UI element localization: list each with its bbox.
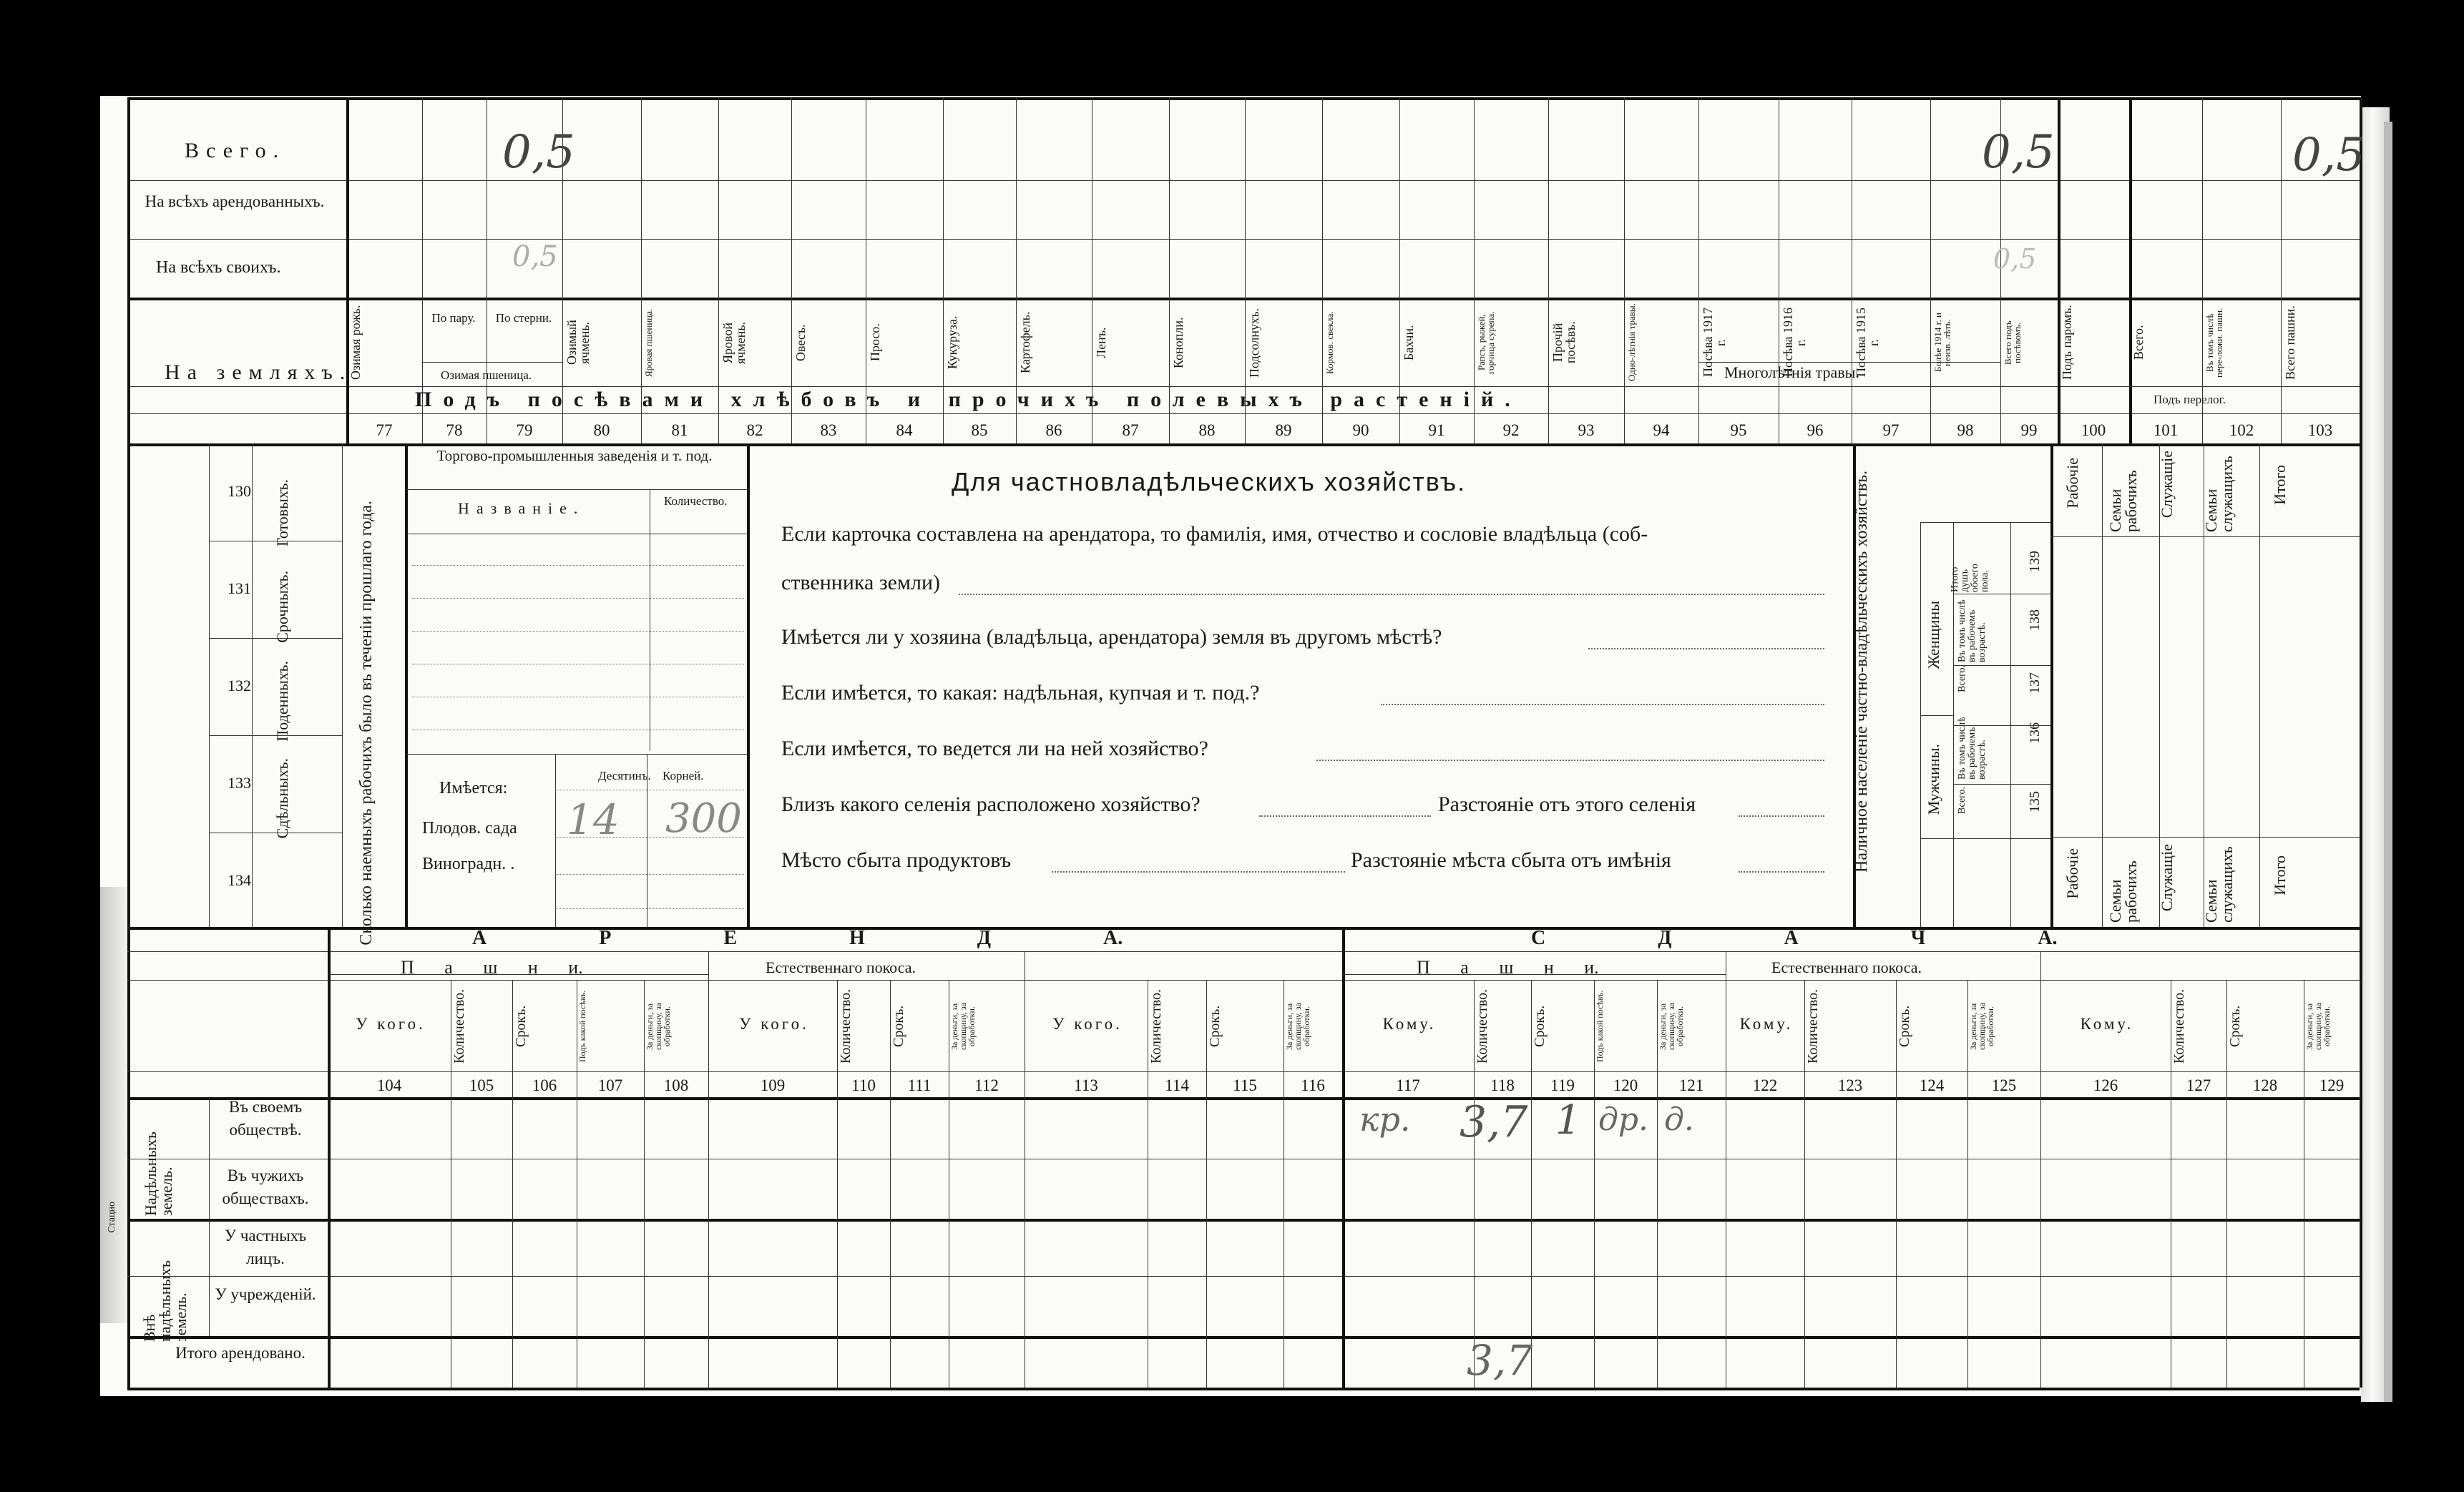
right-mid-line [2050,837,2360,838]
q1b-owner: ственника земли) [781,571,940,594]
bottom-col-num-108: 108 [663,1076,689,1094]
population-sum-label: Итого душъ обоего пола. [1950,564,1990,592]
workers-col-top: Рабочіе [2063,458,2081,509]
private-box-left [747,443,750,927]
bottom-col-label-125: За деньги, за скопщину, за обработки. [1968,1003,1995,1050]
q6b-market-distance: Разстояніе мѣста сбыта отъ имѣнія [1351,848,1671,872]
pop-split [1920,715,1953,716]
crop-col-num-93: 93 [1578,421,1595,439]
village-fill [1259,815,1431,817]
bottom-col-num-104: 104 [376,1076,402,1094]
perennial-group: Многолѣтнія травы. [1724,363,1859,381]
col138-num: 138 [2027,609,2043,631]
crop-col-label-97: Посѣва 1915 г. [1854,308,1881,378]
market-fill [1052,871,1345,873]
pop-bottom [1920,838,2050,839]
total-col-bottom: Итого [2271,855,2289,895]
pop-col [1920,522,1921,927]
crop-col-label-98: Болѣе 1914 г. и неизв. лѣть. [1932,313,1952,373]
crop-col-num-79: 79 [516,421,533,439]
crop-col-label-101: Всего. [2131,325,2146,360]
crop-col-num-92: 92 [1502,421,1520,439]
sdacha-banner: С Д А Ч А. [1531,927,2058,949]
crop-col-label-100: Подъ паромъ. [2060,305,2074,381]
crop-col-num-80: 80 [593,421,610,439]
row-line [127,1219,2360,1222]
crop-col-label-78: По пару. [431,311,476,325]
crop-col-num-81: 81 [671,421,688,439]
families-servants-col-top: Семьи служащихъ [2202,456,2236,532]
left-border [127,97,130,1388]
bottom-col-label-118: Количество. [1475,988,1490,1064]
bottom-col-num-105: 105 [469,1076,494,1094]
crop-col-num-78: 78 [446,421,463,439]
pokos-split [2040,951,2041,1388]
bottom-col-num-127: 127 [2186,1076,2211,1094]
row-lands-label: На земляхъ. [165,360,353,384]
hw-own-wheat: 0,5 [512,240,558,273]
dessiatin-header: Десятинъ. [598,769,651,782]
census-card-sheet [100,96,2361,1396]
hw-crop: др. [1598,1101,1649,1138]
bottom-banner-line [127,951,2360,952]
bottom-col-label-126: Кому. [2080,1015,2134,1033]
q4-farming: Если имѣется, то ведется ли на ней хозяйство? [781,737,1208,760]
trade-name-header: Названіе. [458,499,585,517]
mid-col [342,443,343,927]
sdacha-pashni: П а ш н и. [1417,957,1599,978]
private-persons-label: У частныхъ лицъ. [224,1227,307,1268]
crop-col-label-102: Въ томъ числѣ пере-ложи. пашн. [2204,308,2224,378]
farming-fill [1316,760,1824,761]
bottom-col-num-119: 119 [1550,1076,1575,1094]
crop-col-num-100: 100 [2081,421,2106,439]
pop-col [2050,443,2053,927]
bottom-col-label-106: Срокъ. [513,1005,529,1048]
has-line [405,754,747,755]
q1-owner: Если карточка составлена на арендатора, то фамилія, имя, отчество и сословіе владѣльца (соб- [781,522,1648,546]
crop-col-num-82: 82 [746,421,763,439]
bottom-col-label-116: За деньги, за скопщину, за обработки. [1284,1003,1311,1050]
bottom-num-top [127,1071,2360,1072]
bottom-col-num-106: 106 [532,1076,557,1094]
q6-market: Мѣсто сбыта продуктовъ [781,848,1012,872]
men-label: Мужчины. [1925,744,1942,815]
crop-col-num-97: 97 [1882,421,1900,439]
crop-col-num-90: 90 [1352,421,1369,439]
hw-total-quantity: 3,7 [1467,1336,1533,1385]
hw-own-sown: 0,5 [1993,243,2037,275]
q5-village: Близъ какого селенія расположено хозяйство? [781,792,1201,816]
col132-label: Поденныхъ. [273,661,291,742]
crop-col-num-96: 96 [1807,421,1824,439]
col132-num: 132 [228,677,251,695]
crop-col-label-80: Озимый ячмень. [564,320,592,365]
has-dotted-row [555,874,744,875]
men-workers-age-label: Въ томъ числѣ въ рабочемъ возрастѣ. [1957,717,1988,780]
col137-num: 137 [2027,672,2043,694]
bottom-col-label-122: Кому. [1739,1015,1794,1033]
families-workers-col-top: Семьи рабочихъ [2106,470,2140,532]
land-type-fill [1381,704,1824,705]
bottom-col-label-111: Срокъ. [891,1005,906,1048]
crop-col-line [1624,97,1625,443]
col133-label: Сдѣльныхъ. [273,758,291,839]
bottom-col-label-121: За деньги, за скопщину, за обработки. [1658,1003,1685,1050]
crop-col-num-99: 99 [2020,421,2038,439]
crop-col-line [1698,97,1699,443]
crop-col-label-87: Ленъ. [1094,327,1108,358]
crop-col-label-85: Кукуруза. [945,315,959,370]
hw-total-plough: 0,5 [2292,129,2365,182]
bottom-col-num-117: 117 [1396,1076,1420,1094]
mid-col [252,443,253,927]
winter-wheat-group: Озимая пшеница. [441,368,532,382]
bottom-col-label-120: Подъ какой посѣвъ. [1595,990,1605,1063]
q5b-distance: Разстояніе отъ этого селенія [1438,792,1696,816]
crop-col-num-101: 101 [2153,421,2179,439]
bottom-col-num-115: 115 [1233,1076,1257,1094]
winter-wheat-line [422,362,562,363]
women-label: Женщины [1925,601,1942,669]
families-workers-col-bottom: Семьи рабочихъ [2106,860,2140,923]
bottom-col-label-105: Количество. [451,988,467,1064]
bottom-col-num-123: 123 [1837,1076,1863,1094]
pop-row [1953,784,2050,785]
bottom-col-num-120: 120 [1613,1076,1638,1094]
hw-payment: д. [1664,1101,1694,1138]
arenda-banner: А Р Е Н Д А. [472,927,1123,949]
crop-col-num-87: 87 [1122,421,1139,439]
bottom-col-num-114: 114 [1165,1076,1189,1094]
institutions-label: У учрежденій. [215,1285,316,1303]
margin-stamp: Стацио [107,1202,117,1233]
bottom-col-num-118: 118 [1490,1076,1515,1094]
bottom-col-label-104: У кого. [356,1015,426,1033]
bottom-col-label-117: Кому. [1382,1015,1437,1033]
row-total-label: Всего. [185,139,286,162]
bottom-col-label-128: Срокъ. [2227,1005,2243,1048]
row-line [127,298,2360,300]
crop-col-label-83: Овесъ. [793,324,808,361]
hw-orchard-dess: 14 [567,795,620,844]
bottom-col-label-112: За деньги, за скопщину, за обработки. [949,1003,977,1050]
total-col-top: Итого [2271,465,2289,505]
crop-col-num-83: 83 [820,421,837,439]
hw-orchard-roots: 300 [665,795,742,842]
col130-label: Готовыхъ. [273,479,291,547]
sdacha-pokos: Естественнаго покоса. [1771,958,1922,976]
pop-row [1953,665,2050,666]
roots-header: Корней. [663,769,704,782]
bottom-col-label-123: Количество. [1805,988,1821,1064]
bottom-col-num-122: 122 [1752,1076,1778,1094]
crop-col-label-99: Всего подъ посѣвомъ. [2003,320,2023,365]
hired-workers-vertical: Сколько наемныхъ рабочихъ было въ теченіи прошлаго года. [357,501,376,946]
trade-dotted-row [412,631,744,632]
servants-col-top: Служащіе [2158,451,2176,519]
bottom-col-num-110: 110 [851,1076,876,1094]
distance-fill [1739,815,1824,817]
bottom-num-bottom [127,1097,2360,1100]
left-fold [100,887,129,1323]
crop-col-label-79: По стерни. [495,311,552,325]
private-title: Для частновладѣльческихъ хозяйствъ. [952,467,1467,496]
bottom-col-num-112: 112 [974,1076,999,1094]
row-label-col [209,1097,210,1336]
crop-col-num-95: 95 [1730,421,1747,439]
col139-num: 139 [2027,551,2043,572]
row-line [127,1276,2360,1277]
trade-title-line [405,489,747,490]
hw-term: 1 [1555,1097,1581,1144]
pop-col [2010,522,2011,927]
arenda-pashni: П а ш н и. [401,957,583,978]
bottom-col-label-124: Срокъ. [1897,1005,1912,1048]
row-rented-label: На всѣхъ арендованныхъ. [145,192,325,210]
col131-label: Срочныхъ. [273,571,291,643]
crop-col-line [346,97,349,443]
population-title: Наличное населеніе частно-владѣльческихъ хозяйствъ. [1852,470,1871,873]
page-edge-shadow [2384,122,2392,1402]
bottom-col-label-113: У кого. [1052,1015,1123,1033]
crop-col-label-92: Рапсъ, рыжей, горчица сурепа. [1476,311,1496,374]
own-community-label: Въ своемъ обществѣ. [228,1098,303,1139]
bottom-col-num-111: 111 [907,1076,932,1094]
bottom-col-num-107: 107 [597,1076,623,1094]
market-distance-fill [1739,871,1824,873]
q3-land-type: Если имѣется, то какая: надѣльная, купчая и т. под.? [781,681,1260,705]
vineyards-label: Виноградн. . [422,855,515,873]
crop-col-label-77: Озимая рожь. [348,305,363,381]
families-servants-col-bottom: Семьи служащихъ [2202,846,2236,923]
crop-col-num-103: 103 [2307,421,2333,439]
bottom-col-num-125: 125 [1991,1076,2017,1094]
men-total-label: Всего. [1957,787,1967,814]
crop-col-line [2202,97,2203,443]
hw-total-wheat: 0,5 [502,126,575,179]
crop-col-num-84: 84 [896,421,913,439]
crop-col-line [2281,97,2282,443]
crops-banner: Подъ посѣвами хлѣбовъ и прочихъ полевыхъ растеній. [415,388,1522,411]
crop-col-line [1930,97,1931,443]
crop-col-label-89: Подсолнухъ. [1247,308,1261,378]
col133-num: 133 [228,774,251,792]
trade-qty-header: Количество. [664,494,728,508]
crop-col-num-98: 98 [1957,421,1974,439]
bottom-col-num-121: 121 [1678,1076,1704,1094]
crop-col-num-88: 88 [1198,421,1216,439]
owner-fill [959,594,1824,595]
crop-col-label-81: Яровая пшеница. [643,308,654,377]
women-total-label: Всего. [1957,665,1967,692]
crop-col-num-89: 89 [1275,421,1292,439]
banner-top [127,386,2360,387]
bottom-col-label-129: За деньги, за скопщину, за обработки. [2304,1003,2332,1050]
bottom-col-num-126: 126 [2093,1076,2118,1094]
crop-col-label-86: Картофель. [1018,311,1032,374]
bottom-border [127,1388,2360,1390]
hw-quantity: 3,7 [1460,1097,1528,1147]
bottom-col-num-129: 129 [2319,1076,2345,1094]
total-rented-label: Итого арендовано. [175,1344,305,1362]
top-border [127,97,2360,100]
women-workers-age-label: Въ томъ числѣ въ рабочемъ возрастѣ. [1957,599,1988,662]
pashni-split [708,951,709,1388]
hw-to-whom: кр. [1359,1100,1411,1139]
row-line [127,1336,2360,1339]
bottom-col-label-114: Количество. [1148,988,1164,1064]
trade-dotted-row [412,598,744,599]
arenda-sdacha-split [1342,927,1345,1388]
q2-other-land: Имѣется ли у хозяина (владѣльца, арендатора) земля въ другомъ мѣстѣ? [781,625,1442,649]
bottom-col-label-119: Срокъ. [1532,1005,1548,1048]
right-col [2259,443,2260,927]
crop-col-label-91: Бахчи. [1402,325,1416,360]
sown-total-line [2058,97,2060,443]
crop-col-label-90: Кормов. свекла. [1324,311,1335,374]
orchards-label: Плодов. сада [422,819,517,838]
workers-col-bottom: Рабочіе [2063,848,2081,899]
banner-bottom [127,413,2360,414]
bottom-col-label-109: У кого. [739,1015,809,1033]
bottom-col-label-107: Подъ какой посѣвъ. [577,990,587,1063]
crop-col-num-94: 94 [1653,421,1670,439]
has-col [555,754,556,927]
crop-col-label-96: Посѣва 1916 г. [1781,308,1808,378]
crop-col-num-77: 77 [376,421,393,439]
non-allot-lands-label: Внѣ надѣльныхъ земель. [140,1260,190,1342]
crop-col-line [1548,97,1549,443]
bottom-sub-line [127,980,2360,981]
mid-col [209,443,210,927]
servants-col-bottom: Служащіе [2158,844,2176,912]
crop-col-label-103: Всего пашни. [2283,305,2297,380]
fallow-group-line [2129,386,2281,387]
crop-col-label-84: Просо. [868,323,882,362]
hw-total-sown: 0,5 [1982,126,2055,179]
col135-num: 135 [2027,791,2043,813]
other-community-label: Въ чужихъ обществахъ. [222,1167,309,1208]
fallow-line [2129,97,2132,443]
row-line [127,239,2360,240]
row-line [127,180,2360,181]
bottom-col-label-108: За деньги, за скопщину, за обработки. [645,1003,672,1050]
right-col [2102,443,2103,927]
bottom-col-label-115: Срокъ. [1207,1005,1223,1048]
other-land-fill [1588,648,1824,649]
trade-title: Торгово-промышленныя заведенія и т. под. [436,447,713,464]
col130-num: 130 [228,482,251,500]
crop-col-num-85: 85 [971,421,988,439]
bottom-col-num-116: 116 [1301,1076,1325,1094]
right-top-line [2050,536,2360,537]
has-dotted-row [555,908,744,909]
fallow-group: Подъ перелог. [2153,393,2226,406]
crop-col-num-86: 86 [1045,421,1062,439]
trade-dotted-row [412,565,744,566]
bottom-col-label-110: Количество. [838,988,854,1064]
row-own-label: На всѣхъ своихъ. [156,258,281,277]
crop-col-label-93: Прочій посѣвъ. [1550,321,1578,364]
col134-num: 134 [228,871,251,889]
crop-col-label-95: Посѣва 1917 г. [1701,308,1728,378]
bottom-col-num-109: 109 [760,1076,786,1094]
pop-top [1920,522,2050,523]
arenda-pokos: Естественнаго покоса. [766,958,916,976]
bottom-col-label-127: Количество. [2171,988,2187,1064]
crop-col-label-88: Конопли. [1171,317,1185,368]
crop-col-label-82: Яровой ячмень. [720,321,748,364]
bottom-col-num-124: 124 [1919,1076,1945,1094]
col131-num: 131 [228,579,251,597]
crop-col-num-91: 91 [1428,421,1445,439]
col136-num: 136 [2027,722,2043,744]
bottom-col-num-113: 113 [1074,1076,1098,1094]
bottom-col-num-128: 128 [2252,1076,2278,1094]
allot-lands-label: Надѣльныхъ земель. [142,1132,175,1216]
crop-col-num-102: 102 [2229,421,2254,439]
has-label: Имѣется: [439,779,508,797]
crop-col-label-94: Одно-лѣтнія травы. [1626,303,1637,382]
